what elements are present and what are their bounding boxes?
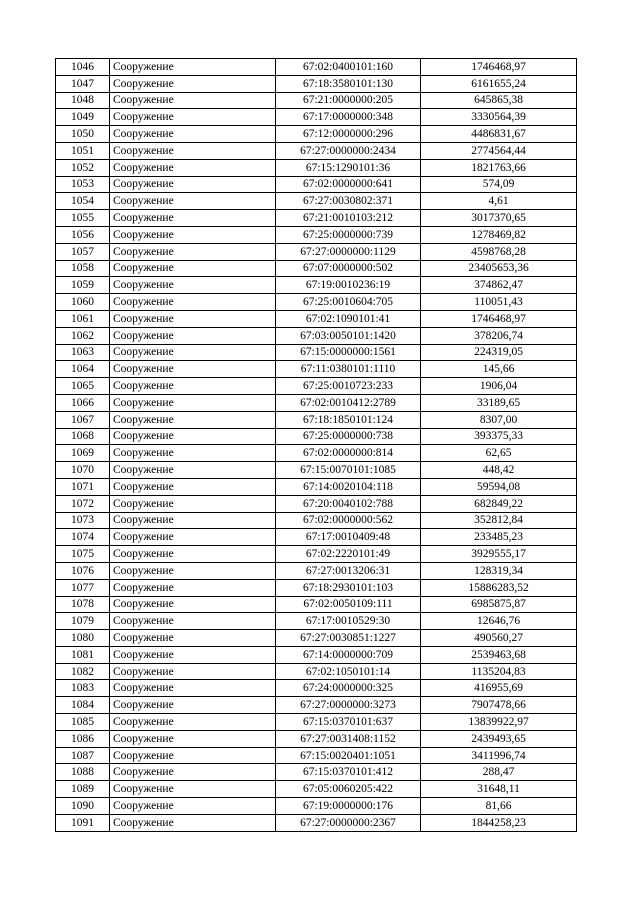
cadastral-number-cell: 67:27:0031408:1152 [276,730,421,747]
cadastral-number-cell: 67:21:0010103:212 [276,210,421,227]
object-type-cell: Сооружение [110,546,276,563]
cadastral-number-cell: 67:15:0070101:1085 [276,462,421,479]
cadastral-number-cell: 67:14:0020104:118 [276,478,421,495]
cadastral-number-cell: 67:27:0013206:31 [276,562,421,579]
cadastral-number-cell: 67:25:0000000:739 [276,226,421,243]
cadastral-value-cell: 2774564,44 [421,142,577,159]
row-number-cell: 1079 [56,613,110,630]
object-type-cell: Сооружение [110,75,276,92]
cadastral-value-cell: 1135204,83 [421,663,577,680]
cadastral-number-cell: 67:18:1850101:124 [276,411,421,428]
row-number-cell: 1054 [56,193,110,210]
cadastral-number-cell: 67:27:0030851:1227 [276,630,421,647]
cadastral-value-cell: 6985875,87 [421,596,577,613]
table-row [56,495,577,512]
row-number-cell: 1084 [56,697,110,714]
object-type-cell: Сооружение [110,378,276,395]
cadastral-value-cell: 448,42 [421,462,577,479]
row-number-cell: 1048 [56,92,110,109]
row-number-cell: 1085 [56,714,110,731]
row-number-cell: 1067 [56,411,110,428]
cadastral-number-cell: 67:24:0000000:325 [276,680,421,697]
object-type-cell: Сооружение [110,730,276,747]
cadastral-value-cell: 233485,23 [421,529,577,546]
cadastral-value-cell: 224319,05 [421,344,577,361]
table-row [56,109,577,126]
cadastral-number-cell: 67:15:0000000:1561 [276,344,421,361]
object-type-cell: Сооружение [110,226,276,243]
row-number-cell: 1091 [56,814,110,831]
object-type-cell: Сооружение [110,562,276,579]
cadastral-number-cell: 67:02:0010412:2789 [276,394,421,411]
row-number-cell: 1072 [56,495,110,512]
table-row [56,411,577,428]
table-row [56,613,577,630]
object-type-cell: Сооружение [110,159,276,176]
table-row [56,697,577,714]
row-number-cell: 1075 [56,546,110,563]
object-type-cell: Сооружение [110,462,276,479]
cadastral-value-cell: 3411996,74 [421,747,577,764]
cadastral-number-cell: 67:25:0010723:233 [276,378,421,395]
cadastral-value-cell: 12646,76 [421,613,577,630]
cadastral-number-cell: 67:02:0400101:160 [276,59,421,76]
cadastral-value-cell: 1746468,97 [421,59,577,76]
table-row [56,260,577,277]
cadastral-number-cell: 67:02:0000000:814 [276,445,421,462]
object-type-cell: Сооружение [110,243,276,260]
cadastral-number-cell: 67:20:0040102:788 [276,495,421,512]
object-type-cell: Сооружение [110,411,276,428]
row-number-cell: 1065 [56,378,110,395]
row-number-cell: 1052 [56,159,110,176]
row-number-cell: 1070 [56,462,110,479]
row-number-cell: 1060 [56,294,110,311]
row-number-cell: 1087 [56,747,110,764]
table-row [56,462,577,479]
row-number-cell: 1058 [56,260,110,277]
table-row [56,92,577,109]
row-number-cell: 1063 [56,344,110,361]
object-type-cell: Сооружение [110,193,276,210]
cadastral-value-cell: 59594,08 [421,478,577,495]
cadastral-number-cell: 67:27:0000000:2434 [276,142,421,159]
table-row [56,59,577,76]
object-type-cell: Сооружение [110,445,276,462]
row-number-cell: 1064 [56,361,110,378]
row-number-cell: 1066 [56,394,110,411]
cadastral-value-cell: 81,66 [421,798,577,815]
table-row [56,142,577,159]
cadastral-value-cell: 110051,43 [421,294,577,311]
row-number-cell: 1062 [56,327,110,344]
registry-table [55,58,577,832]
cadastral-number-cell: 67:14:0000000:709 [276,646,421,663]
cadastral-value-cell: 1844258,23 [421,814,577,831]
cadastral-value-cell: 62,65 [421,445,577,462]
cadastral-value-cell: 3017370,65 [421,210,577,227]
cadastral-number-cell: 67:27:0000000:3273 [276,697,421,714]
cadastral-value-cell: 128319,34 [421,562,577,579]
cadastral-value-cell: 3330564,39 [421,109,577,126]
object-type-cell: Сооружение [110,478,276,495]
cadastral-number-cell: 67:18:2930101:103 [276,579,421,596]
cadastral-value-cell: 4486831,67 [421,126,577,143]
table-row [56,344,577,361]
cadastral-value-cell: 23405653,36 [421,260,577,277]
cadastral-value-cell: 574,09 [421,176,577,193]
table-row [56,546,577,563]
object-type-cell: Сооружение [110,428,276,445]
table-row [56,277,577,294]
cadastral-number-cell: 67:19:0000000:176 [276,798,421,815]
row-number-cell: 1061 [56,310,110,327]
cadastral-value-cell: 1906,04 [421,378,577,395]
table-row [56,294,577,311]
cadastral-number-cell: 67:25:0000000:738 [276,428,421,445]
table-row [56,210,577,227]
table-row [56,764,577,781]
cadastral-number-cell: 67:11:0380101:1110 [276,361,421,378]
object-type-cell: Сооружение [110,361,276,378]
row-number-cell: 1071 [56,478,110,495]
row-number-cell: 1049 [56,109,110,126]
table-row [56,478,577,495]
cadastral-number-cell: 67:02:0000000:641 [276,176,421,193]
object-type-cell: Сооружение [110,310,276,327]
object-type-cell: Сооружение [110,142,276,159]
row-number-cell: 1047 [56,75,110,92]
table-row [56,378,577,395]
cadastral-value-cell: 1278469,82 [421,226,577,243]
object-type-cell: Сооружение [110,680,276,697]
table-row [56,445,577,462]
table-row [56,579,577,596]
registry-table-body [56,59,577,832]
row-number-cell: 1082 [56,663,110,680]
cadastral-value-cell: 352812,84 [421,512,577,529]
object-type-cell: Сооружение [110,92,276,109]
cadastral-value-cell: 13839922,97 [421,714,577,731]
row-number-cell: 1088 [56,764,110,781]
cadastral-value-cell: 416955,69 [421,680,577,697]
cadastral-value-cell: 682849,22 [421,495,577,512]
object-type-cell: Сооружение [110,579,276,596]
object-type-cell: Сооружение [110,394,276,411]
cadastral-value-cell: 645865,38 [421,92,577,109]
table-row [56,680,577,697]
cadastral-value-cell: 8307,00 [421,411,577,428]
cadastral-number-cell: 67:02:0000000:562 [276,512,421,529]
cadastral-number-cell: 67:02:2220101:49 [276,546,421,563]
object-type-cell: Сооружение [110,814,276,831]
table-row [56,310,577,327]
row-number-cell: 1057 [56,243,110,260]
object-type-cell: Сооружение [110,126,276,143]
object-type-cell: Сооружение [110,747,276,764]
object-type-cell: Сооружение [110,630,276,647]
table-row [56,798,577,815]
table-row [56,714,577,731]
table-row [56,781,577,798]
table-row [56,630,577,647]
cadastral-number-cell: 67:25:0010604:705 [276,294,421,311]
table-row [56,327,577,344]
cadastral-number-cell: 67:19:0010236:19 [276,277,421,294]
object-type-cell: Сооружение [110,109,276,126]
cadastral-number-cell: 67:27:0000000:2367 [276,814,421,831]
cadastral-number-cell: 67:02:0050109:111 [276,596,421,613]
cadastral-value-cell: 7907478,66 [421,697,577,714]
object-type-cell: Сооружение [110,646,276,663]
object-type-cell: Сооружение [110,529,276,546]
row-number-cell: 1086 [56,730,110,747]
row-number-cell: 1053 [56,176,110,193]
cadastral-value-cell: 31648,11 [421,781,577,798]
cadastral-number-cell: 67:15:0370101:412 [276,764,421,781]
table-row [56,75,577,92]
cadastral-value-cell: 490560,27 [421,630,577,647]
cadastral-value-cell: 1746468,97 [421,310,577,327]
row-number-cell: 1080 [56,630,110,647]
table-row [56,361,577,378]
cadastral-number-cell: 67:15:1290101:36 [276,159,421,176]
object-type-cell: Сооружение [110,714,276,731]
cadastral-number-cell: 67:21:0000000:205 [276,92,421,109]
object-type-cell: Сооружение [110,663,276,680]
row-number-cell: 1051 [56,142,110,159]
cadastral-value-cell: 4598768,28 [421,243,577,260]
cadastral-value-cell: 288,47 [421,764,577,781]
table-row [56,730,577,747]
cadastral-value-cell: 3929555,17 [421,546,577,563]
object-type-cell: Сооружение [110,59,276,76]
cadastral-number-cell: 67:02:1090101:41 [276,310,421,327]
cadastral-number-cell: 67:15:0370101:637 [276,714,421,731]
row-number-cell: 1078 [56,596,110,613]
cadastral-number-cell: 67:15:0020401:1051 [276,747,421,764]
row-number-cell: 1046 [56,59,110,76]
row-number-cell: 1056 [56,226,110,243]
object-type-cell: Сооружение [110,781,276,798]
cadastral-number-cell: 67:27:0000000:1129 [276,243,421,260]
row-number-cell: 1073 [56,512,110,529]
cadastral-number-cell: 67:17:0010409:48 [276,529,421,546]
cadastral-number-cell: 67:17:0000000:348 [276,109,421,126]
cadastral-value-cell: 33189,65 [421,394,577,411]
object-type-cell: Сооружение [110,798,276,815]
cadastral-value-cell: 374862,47 [421,277,577,294]
cadastral-value-cell: 15886283,52 [421,579,577,596]
table-row [56,814,577,831]
row-number-cell: 1089 [56,781,110,798]
cadastral-number-cell: 67:27:0030802:371 [276,193,421,210]
cadastral-number-cell: 67:12:0000000:296 [276,126,421,143]
object-type-cell: Сооружение [110,596,276,613]
row-number-cell: 1090 [56,798,110,815]
object-type-cell: Сооружение [110,277,276,294]
table-row [56,193,577,210]
row-number-cell: 1050 [56,126,110,143]
table-row [56,428,577,445]
cadastral-value-cell: 145,66 [421,361,577,378]
row-number-cell: 1059 [56,277,110,294]
cadastral-number-cell: 67:18:3580101:130 [276,75,421,92]
cadastral-value-cell: 378206,74 [421,327,577,344]
row-number-cell: 1076 [56,562,110,579]
object-type-cell: Сооружение [110,294,276,311]
cadastral-number-cell: 67:07:0000000:502 [276,260,421,277]
table-row [56,394,577,411]
object-type-cell: Сооружение [110,210,276,227]
cadastral-value-cell: 1821763,66 [421,159,577,176]
table-row [56,596,577,613]
table-row [56,126,577,143]
cadastral-value-cell: 2439493,65 [421,730,577,747]
row-number-cell: 1068 [56,428,110,445]
row-number-cell: 1069 [56,445,110,462]
row-number-cell: 1081 [56,646,110,663]
object-type-cell: Сооружение [110,176,276,193]
row-number-cell: 1055 [56,210,110,227]
object-type-cell: Сооружение [110,260,276,277]
cadastral-value-cell: 6161655,24 [421,75,577,92]
object-type-cell: Сооружение [110,764,276,781]
object-type-cell: Сооружение [110,512,276,529]
row-number-cell: 1083 [56,680,110,697]
table-row [56,646,577,663]
table-row [56,243,577,260]
table-row [56,176,577,193]
table-row [56,226,577,243]
object-type-cell: Сооружение [110,495,276,512]
row-number-cell: 1074 [56,529,110,546]
object-type-cell: Сооружение [110,613,276,630]
object-type-cell: Сооружение [110,697,276,714]
row-number-cell: 1077 [56,579,110,596]
cadastral-number-cell: 67:02:1050101:14 [276,663,421,680]
object-type-cell: Сооружение [110,344,276,361]
table-row [56,562,577,579]
object-type-cell: Сооружение [110,327,276,344]
cadastral-value-cell: 393375,33 [421,428,577,445]
cadastral-number-cell: 67:17:0010529:30 [276,613,421,630]
table-row [56,512,577,529]
table-row [56,159,577,176]
cadastral-number-cell: 67:03:0050101:1420 [276,327,421,344]
cadastral-value-cell: 4,61 [421,193,577,210]
table-row [56,663,577,680]
cadastral-number-cell: 67:05:0060205:422 [276,781,421,798]
table-row [56,747,577,764]
cadastral-value-cell: 2539463,68 [421,646,577,663]
table-row [56,529,577,546]
